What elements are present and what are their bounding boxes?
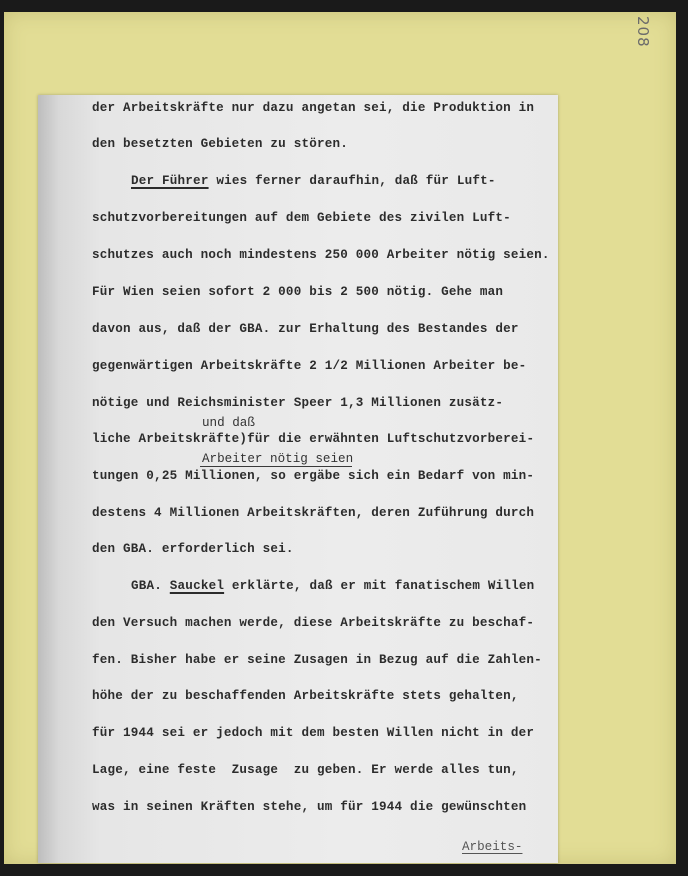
text-line-3 (131, 174, 496, 188)
text-line-20: was in seinen Kräften stehe, um für 1944 die gewünschten (92, 800, 527, 814)
text-line-10-rest: für die erwähnten Luftschutzvorberei- (247, 432, 535, 446)
text-line-11 (92, 469, 534, 483)
text-line-14-rest: erklärte, daß er mit fanatischem Willen (231, 579, 535, 593)
text-line-8: gegenwärtigen Arbeitskräfte 2 1/2 Millionen Arbeiter be- (92, 359, 527, 373)
text-line-4: schutzvorbereitungen auf dem Gebiete des zivilen Luft- (92, 211, 511, 225)
text-line-15: den Versuch machen werde, diese Arbeitskräfte zu beschaf- (92, 616, 535, 630)
text-line-1: der Arbeitskräfte nur dazu angetan sei, die Produktion in (92, 101, 535, 115)
text-line-10-start: liche Arbeitskräfte (92, 432, 240, 446)
text-line-7: davon aus, daß der GBA. zur Erhaltung des Bestandes der (92, 322, 519, 336)
archive-page-number: 208 (634, 16, 652, 48)
handwritten-insert-und-dass: und daß (202, 416, 255, 430)
text-line-9: nötige und Reichsminister Speer 1,3 Millionen zusätz- (92, 396, 504, 410)
text-line-18: für 1944 sei er jedoch mit dem besten Willen nicht in der (92, 726, 535, 740)
text-line-5: schutzes auch noch mindestens 250 000 Arbeiter nötig seien. (92, 248, 550, 262)
text-line-12: destens 4 Millionen Arbeitskräften, deren Zuführung durch (92, 506, 535, 520)
text-line-2: den besetzten Gebieten zu stören. (92, 137, 348, 151)
underlined-der-fuehrer: Der Führer (131, 174, 209, 188)
insert-underline (200, 466, 352, 467)
text-line-13: den GBA. erforderlich sei. (92, 542, 294, 556)
text-line-16: fen. Bisher habe er seine Zusagen in Bezug auf die Zahlen- (92, 653, 542, 667)
text-line-11-rest: , so ergäbe sich ein Bedarf von min- (254, 469, 535, 483)
text-line-10: liche Arbeitskräfte)für die erwähnten Luftschutzvorberei- (92, 432, 535, 446)
text-line-6: Für Wien seien sofort 2 000 bis 2 500 nötig. Gehe man (92, 285, 504, 299)
catchword: Arbeits- (462, 840, 523, 854)
text-line-11-start: tungen 0,25 Millionen (92, 469, 255, 483)
underlined-sauckel: Sauckel (169, 579, 225, 593)
text-line-14-start: GBA. (131, 579, 163, 593)
text-line-3-rest: wies ferner daraufhin, daß für Luft- (216, 174, 496, 188)
text-line-14 (131, 579, 534, 593)
text-line-19: Lage, eine feste Zusage zu geben. Er werde alles tun, (92, 763, 519, 777)
handwritten-insert-arbeiter: Arbeiter nötig seien (202, 452, 354, 466)
text-line-17: höhe der zu beschaffenden Arbeitskräfte stets gehalten, (92, 689, 519, 703)
